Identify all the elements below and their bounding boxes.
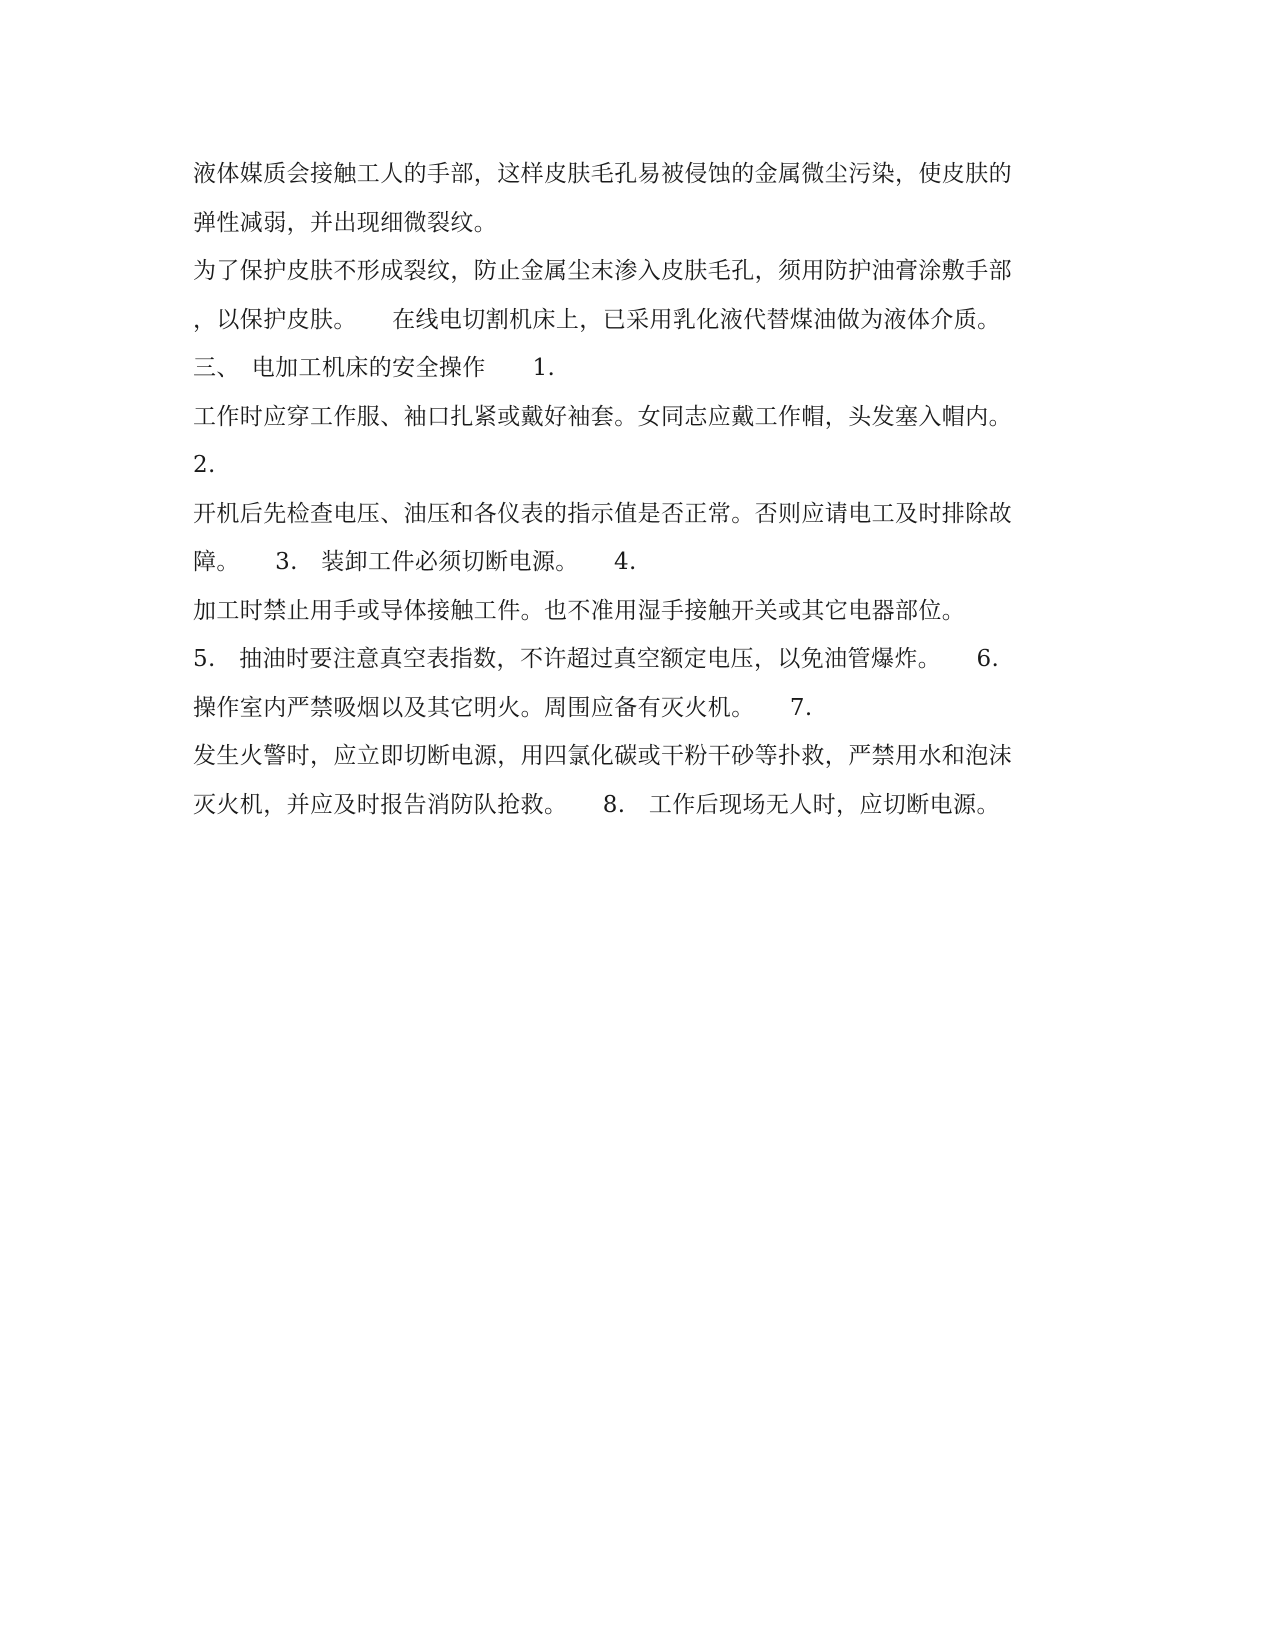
text-line: 5. 抽油时要注意真空表指数，不许超过真空额定电压，以免油管爆炸。 6. — [193, 646, 1000, 672]
text-line: 操作室内严禁吸烟以及其它明火。周围应备有灭火机。 7. — [193, 694, 813, 721]
text-line: 开机后先检查电压、油压和各仪表的指示值是否正常。否则应请电工及时排除故 — [193, 500, 1012, 527]
section-heading-line: 三、 电加工机床的安全操作 1. — [193, 355, 556, 381]
text-line: ，以保护皮肤。 在线电切割机床上，已采用乳化液代替煤油做为液体介质。 — [193, 306, 1001, 333]
text-line: 工作时应穿工作服、袖口扎紧或戴好袖套。女同志应戴工作帽，头发塞入帽内。 — [193, 403, 1012, 430]
list-number-line: 2. — [193, 452, 216, 478]
text-line: 发生火警时，应立即切断电源，用四氯化碳或干粉干砂等扑救，严禁用水和泡沫 — [193, 743, 1012, 769]
text-line: 为了保护皮肤不形成裂纹，防止金属尘末渗入皮肤毛孔，须用防护油膏涂敷手部 — [193, 258, 1012, 284]
body-text — [193, 150, 1093, 829]
text-line: 液体媒质会接触工人的手部，这样皮肤毛孔易被侵蚀的金属微尘污染，使皮肤的 — [193, 161, 1012, 187]
text-line: 障。 3. 装卸工件必须切断电源。 4. — [193, 549, 637, 575]
text-line: 加工时禁止用手或导体接触工件。也不准用湿手接触开关或其它电器部位。 — [193, 597, 966, 624]
text-line: 灭火机，并应及时报告消防队抢救。 8. 工作后现场无人时，应切断电源。 — [193, 791, 1000, 818]
text-line: 弹性减弱，并出现细微裂纹。 — [193, 209, 498, 236]
